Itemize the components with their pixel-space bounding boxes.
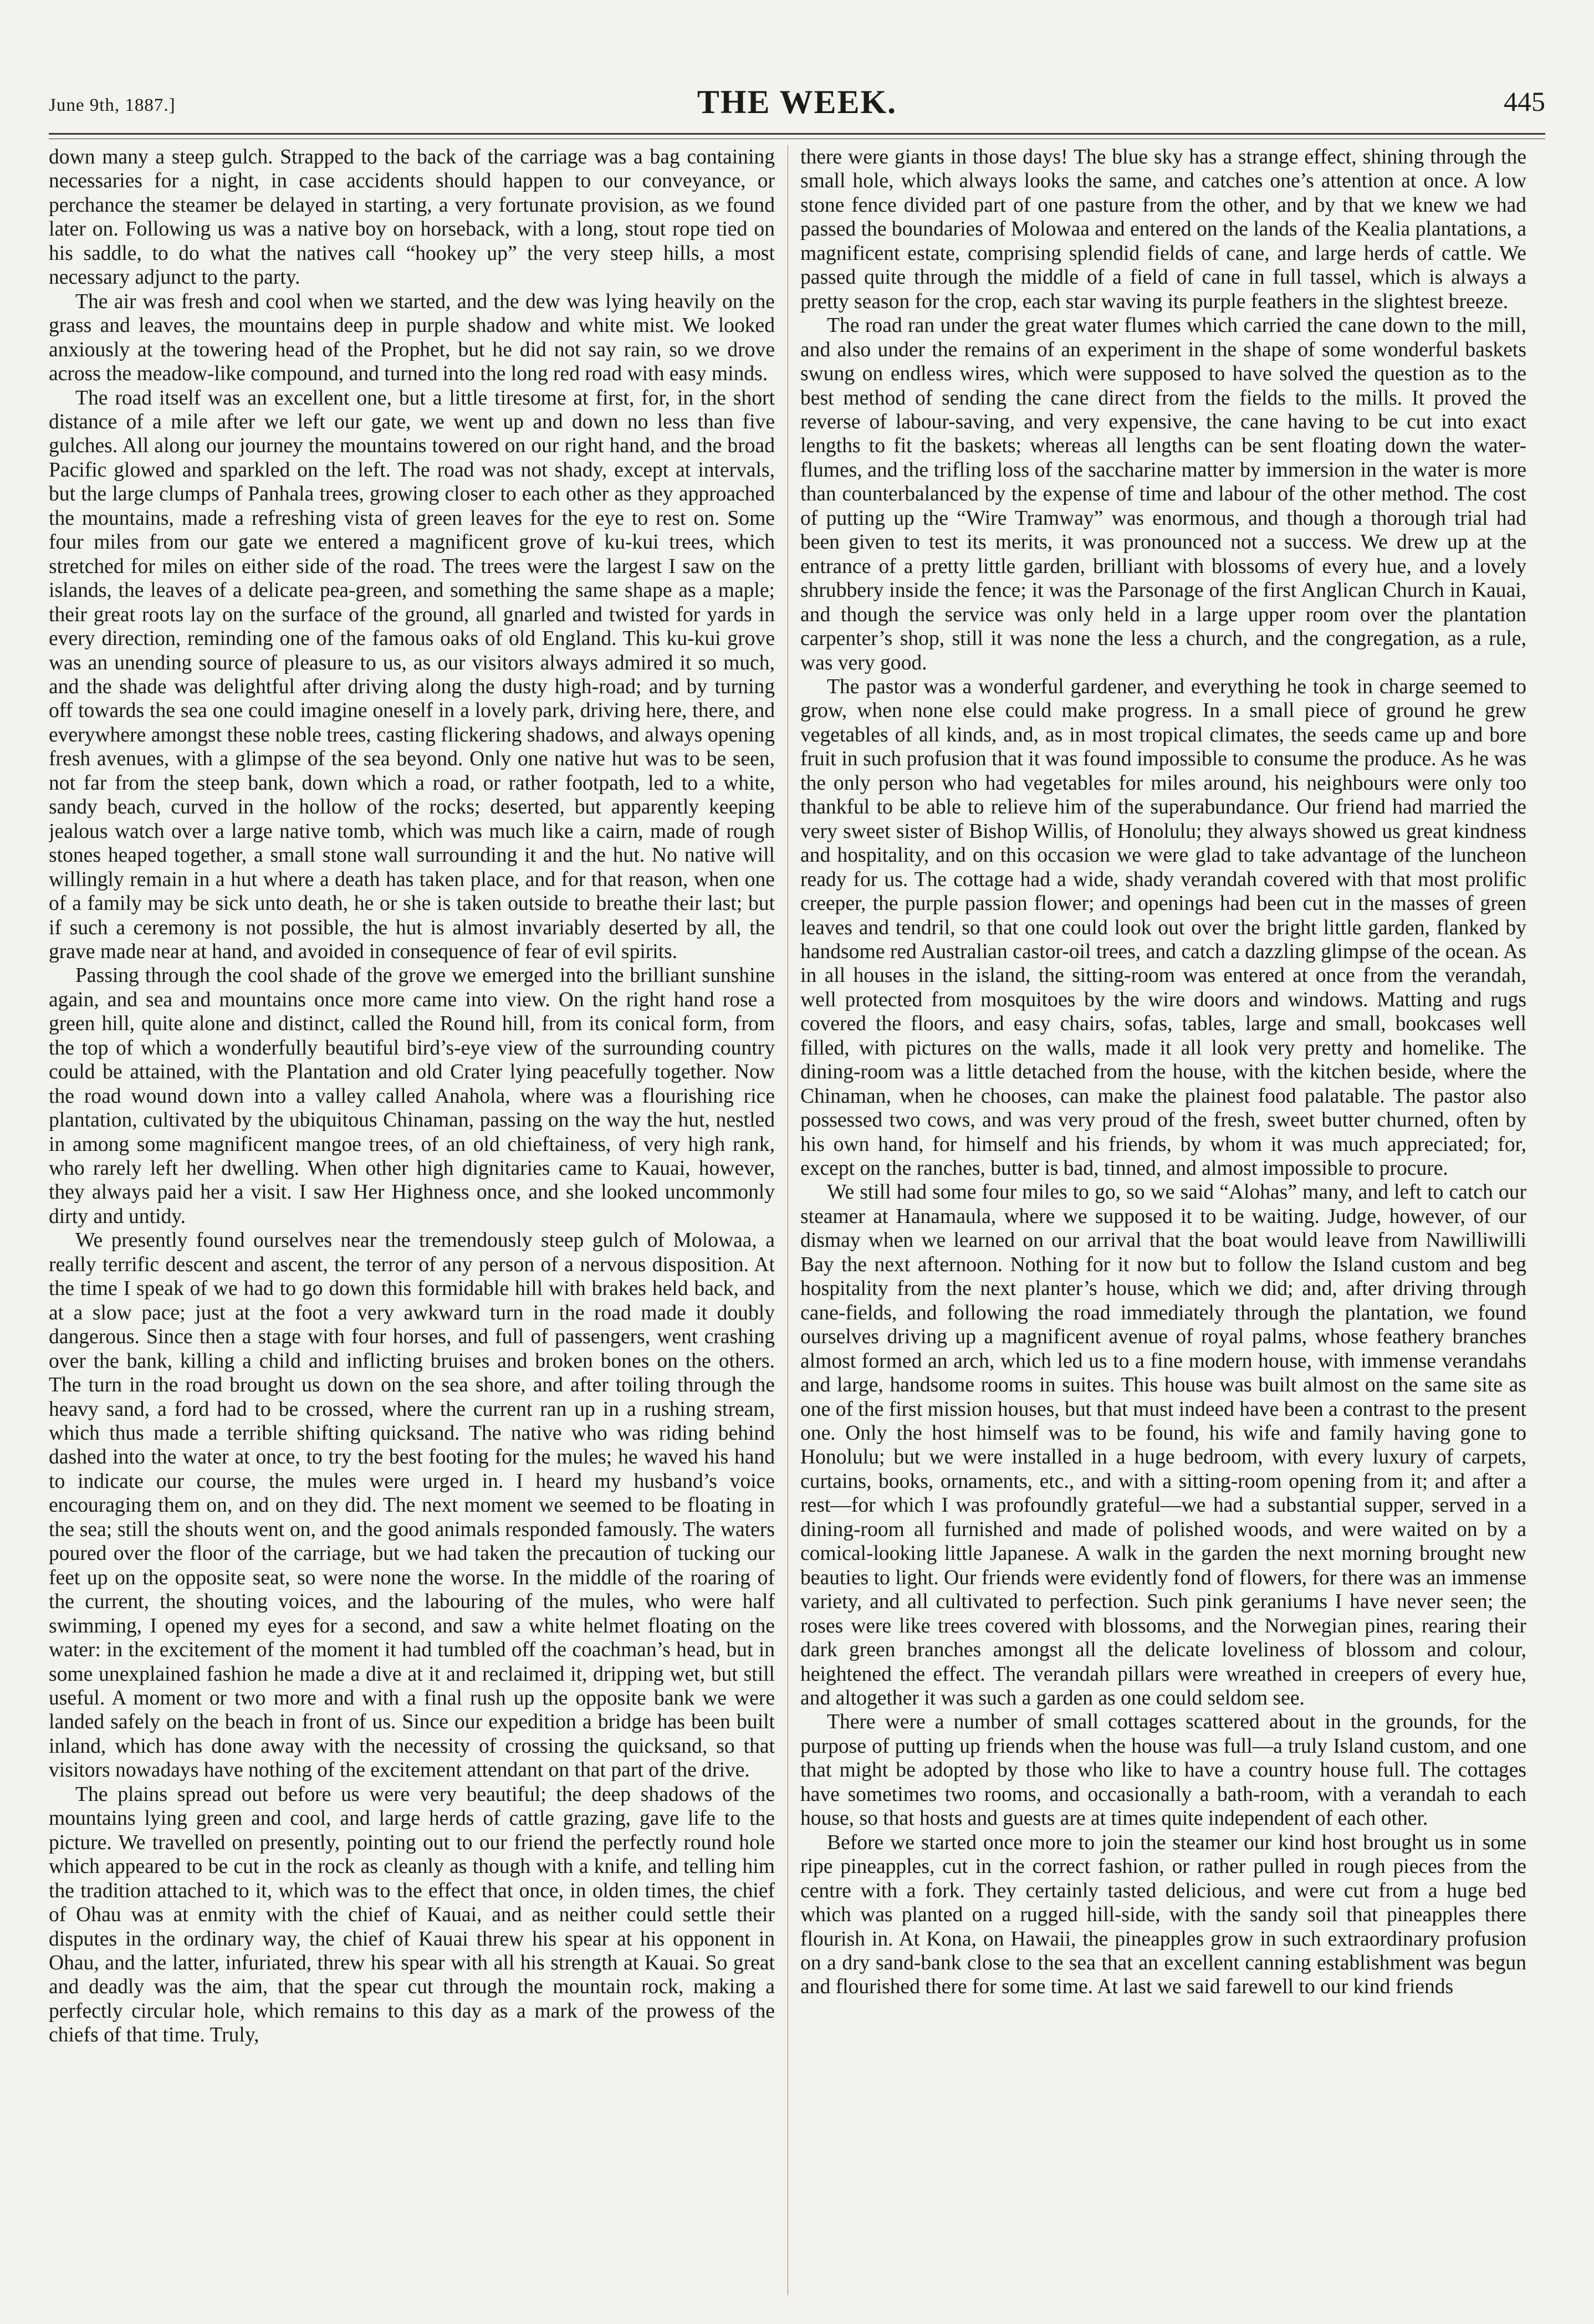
paragraph: The air was fresh and cool when we started, and the dew was lying heavily on the grass and leaves, the mountains deep in purple shadow and white mist. We looked anxiously at the towering head of the Prophet, but he did not say rain, so we drove across the meadow-like compound, and turned into the long red road with easy minds. xyxy=(49,290,775,386)
paragraph: there were giants in those days! The blue sky has a strange effect, shining through the small hole, which always looks the same, and catches one’s attention at once. A low stone fence divided part of one pasture from the other, and by that we knew we had passed the boundaries of Molowaa and entered on the lands of the Kealia plantations, a magnificent estate, comprising splendid fields of cane, and large herds of cattle. We passed quite through the middle of a field of cane in full tassel, which is always a pretty season for the crop, each star waving its purple feathers in the slightest breeze. xyxy=(800,146,1526,313)
paragraph: down many a steep gulch. Strapped to the back of the carriage was a bag containing necessaries for a night, in case accidents should happen to our conveyance, or perchance the steamer be delayed in starting, a very fortunate provision, as we found later on. Following us was a native boy on horseback, with a long, stout rope tied on his saddle, to do what the natives call “hookey up” the very steep hills, a most necessary adjunct to the party. xyxy=(49,146,775,289)
paragraph: The road ran under the great water flumes which carried the cane down to the mill, and also under the remains of an experiment in the shape of some wonderful baskets swung on endless wires, which were supposed to have solved the question as to the best method of sending the cane direct from the fields to the mills. It proved the reverse of labour-saving, and very expensive, the cane having to be cut into exact lengths to fit the baskets; whereas all lengths can be sent floating down the water-flumes, and the trifling loss of the saccharine matter by immersion in the water is more than counterbalanced by the expense of time and labour of the other method. The cost of putting up the “Wire Tramway” was enormous, and though a thorough trial had been given to test its merits, it was pronounced not a success. We drew up at the entrance of a pretty little garden, brilliant with blossoms of every hue, and a lovely shrubbery inside the fence; it was the Parsonage of the first Anglican Church in Kauai, and though the service was only held in a large upper room over the plantation carpenter’s shop, still it was none the less a church, and the congregation, as a rule, was very good. xyxy=(800,314,1526,674)
paragraph: The plains spread out before us were very beautiful; the deep shadows of the mountains lying green and cool, and large herds of cattle grazing, gave life to the picture. We travelled on presently, pointing out to our friend the perfectly round hole which appeared to be cut in the rock as cleanly as though with a knife, and telling him the tradition attached to it, which was to the effect that once, in olden times, the chief of Ohau was at enmity with the chief of Kauai, and as neither could settle their disputes in the ordinary way, the chief of Kauai threw his spear at his opponent in Ohau, and the latter, infuriated, threw his spear with all his strength at Kauai. So great and deadly was the aim, that the spear cut through the mountain rock, making a perfectly circular hole, which remains to this day as a mark of the prowess of the chiefs of that time. Truly, xyxy=(49,1783,775,2047)
paragraph: We presently found ourselves near the tremendously steep gulch of Molowaa, a really terrific descent and ascent, the terror of any person of a nervous disposition. At the time I speak of we had to go down this formidable hill with brakes held back, and at a slow pace; just at the foot a very awkward turn in the road made it doubly dangerous. Since then a stage with four horses, and full of passengers, went crashing over the bank, killing a child and inflicting bruises and broken bones on the others. The turn in the road brought us down on the sea shore, and after toiling through the heavy sand, a ford had to be crossed, where the current ran up in a rushing stream, which thus made a terrible shifting quicksand. The native who was riding behind dashed into the water at once, to try the best footing for the mules; he waved his hand to indicate our course, the mules were urged in. I heard my husband’s voice encouraging them on, and on they did. The next moment we seemed to be floating in the sea; still the shouts went on, and the good animals responded famously. The waters poured over the floor of the carriage, but we had taken the precaution of tucking our feet up on the opposite seat, so were none the worse. In the middle of the roaring of the current, the shouting voices, and the labouring of the mules, who were half swimming, I opened my eyes for a second, and saw a white helmet floating on the water: in the excitement of the moment it had tumbled off the coachman’s head, but in some unexplained fashion he made a dive at it and reclaimed it, dripping wet, but still useful. A moment or two more and with a final rush up the opposite bank we were landed safely on the beach in front of us. Since our expedition a bridge has been built inland, which has done away with the necessity of crossing the quicksand, so that visitors nowadays have nothing of the excitement attendant on that part of the drive. xyxy=(49,1229,775,1782)
paragraph: Before we started once more to join the steamer our kind host brought us in some ripe pineapples, cut in the correct fashion, or rather pulled in rough pieces from the centre with a fork. They certainly tasted delicious, and were cut from a huge bed which was planted on a rugged hill-side, with the sandy soil that pineapples there flourish in. At Kona, on Hawaii, the pineapples grow in such extraordinary profusion on a dry sand-bank close to the sea that an excellent canning establishment was begun and flourished there for some time. At last we said farewell to our kind friends xyxy=(800,1831,1526,1999)
publication-title: THE WEEK. xyxy=(697,84,897,120)
left-column xyxy=(49,145,775,2295)
paragraph: The road itself was an excellent one, but a little tiresome at first, for, in the short distance of a mile after we left our gate, we went up and down no less than five gulches. All along our journey the mountains towered on our right hand, and the broad Pacific glowed and sparkled on the left. The road was not shady, except at intervals, but the large clumps of Panhala trees, growing closer to each other as they approached the mountains, made a refreshing vista of green leaves for the eye to rest on. Some four miles from our gate we entered a magnificent grove of ku-kui trees, which stretched for miles on either side of the road. The trees were the largest I saw on the islands, the leaves of a delicate pea-green, and something the same shape as a maple; their great roots lay on the surface of the ground, all gnarled and twisted for yards in every direction, reminding one of the famous oaks of old England. This ku-kui grove was an unending source of pleasure to us, as our visitors always admired it so much, and the shade was delightful after driving along the dusty high-road; and by turning off towards the sea one could imagine oneself in a lovely park, driving here, there, and everywhere amongst these noble trees, casting flickering shadows, and always opening fresh avenues, with a glimpse of the sea beyond. Only one native hut was to be seen, not far from the steep bank, down which a road, or rather footpath, led to a white, sandy beach, curved in the hollow of the rocks; deserted, but apparently keeping jealous watch over a large native tomb, which was much like a cairn, made of rough stones heaped together, a small stone wall surrounding it and the hut. No native will willingly remain in a hut where a death has taken place, and for that reason, when one of a family may be sick unto death, he or she is taken outside to breathe their last; but if such a ceremony is not possible, the hut is almost invariably deserted by all, the grave made near at hand, and avoided in consequence of fear of evil spirits. xyxy=(49,386,775,963)
right-column xyxy=(800,145,1526,2295)
page-number: 445 xyxy=(1504,86,1545,117)
issue-date: June 9th, 1887.] xyxy=(49,95,176,115)
paragraph: We still had some four miles to go, so we said “Alohas” many, and left to catch our steamer at Hanamaula, where we supposed it to be waiting. Judge, however, of our dismay when we learned on our arrival that the boat would leave from Nawilliwilli Bay the next afternoon. Nothing for it now but to follow the Island custom and beg hospitality from the next planter’s house, which we did; and, after driving through cane-fields, and following the road immediately through the plantation, we found ourselves driving up a magnificent avenue of royal palms, whose feathery branches almost formed an arch, which led us to a fine modern house, with immense verandahs and large, handsome rooms in suites. This house was built almost on the same site as one of the first mission houses, but that must indeed have been a contrast to the present one. Only the host himself was to be found, his wife and family having gone to Honolulu; but we were installed in a huge bedroom, with every luxury of carpets, curtains, books, ornaments, etc., and with a sitting-room opening from it; and after a rest—for which I was profoundly grateful—we had a substantial supper, served in a dining-room all furnished and made of polished woods, and were waited on by a comical-looking little Japanese. A walk in the garden the next morning brought new beauties to light. Our friends were evidently fond of flowers, for there was an immense variety, and all cultivated to perfection. Such pink geraniums I have never seen; the roses were like trees covered with blossoms, and the Norwegian pines, rearing their dark green branches amongst all the delicate loveliness of blossom and colour, heightened the effect. The verandah pillars were wreathed in creepers of every hue, and altogether it was such a garden as one could seldom see. xyxy=(800,1181,1526,1709)
paragraph: Passing through the cool shade of the grove we emerged into the brilliant sunshine again, and sea and mountains once more came into view. On the right hand rose a green hill, quite alone and distinct, called the Round hill, from its conical form, from the top of which a wonderfully beautiful bird’s-eye view of the surrounding country could be attained, with the Plantation and old Crater lying peacefully together. Now the road wound down into a valley called Anahola, where was a flourishing rice plantation, cultivated by the ubiquitous Chinaman, passing on the way the hut, nestled in among some magnificent mangoe trees, of an old chieftainess, of very high rank, who rarely left her dwelling. When other high dignitaries came to Kauai, however, they always paid her a visit. I saw Her Highness once, and she looked uncommonly dirty and untidy. xyxy=(49,964,775,1228)
header-rule xyxy=(49,133,1545,135)
paragraph: There were a number of small cottages scattered about in the grounds, for the purpose of putting up friends when the house was full—a truly Island custom, and one that might be adopted by those who like to have a country house full. The cottages have sometimes two rooms, and occasionally a bath-room, with a verandah to each house, so that hosts and guests are at times quite independent of each other. xyxy=(800,1711,1526,1830)
page-header xyxy=(49,83,1545,144)
paragraph: The pastor was a wonderful gardener, and everything he took in charge seemed to grow, when none else could make progress. In a small piece of ground he grew vegetables of all kinds, and, as in most tropical climates, the seeds came up and bore fruit in such profusion that it was found impossible to consume the produce. As he was the only person who had vegetables for miles around, his neighbours were only too thankful to be able to relieve him of the superabundance. Our friend had married the very sweet sister of Bishop Willis, of Honolulu; they always showed us great kindness and hospitality, and on this occasion we were glad to take advantage of the luncheon ready for us. The cottage had a wide, shady verandah covered with that most prolific creeper, the purple passion flower; and openings had been cut in the masses of green leaves and tendril, so that one could look out over the bright little garden, flanked by handsome red Australian castor-oil trees, and catch a dazzling glimpse of the ocean. As in all houses in the island, the sitting-room was entered at once from the verandah, well protected from mosquitoes by the wire doors and windows. Matting and rugs covered the floors, and easy chairs, sofas, tables, large and small, bookcases well filled, with pictures on the walls, made it all look very pretty and homelike. The dining-room was a little detached from the house, with the kitchen beside, where the Chinaman, when he chooses, can make the plainest food palatable. The pastor also possessed two cows, and was very proud of the fresh, sweet butter churned, often by his own hand, for himself and his friends, by whom it was much appreciated; for, except on the ranches, butter is bad, tinned, and almost impossible to procure. xyxy=(800,675,1526,1180)
